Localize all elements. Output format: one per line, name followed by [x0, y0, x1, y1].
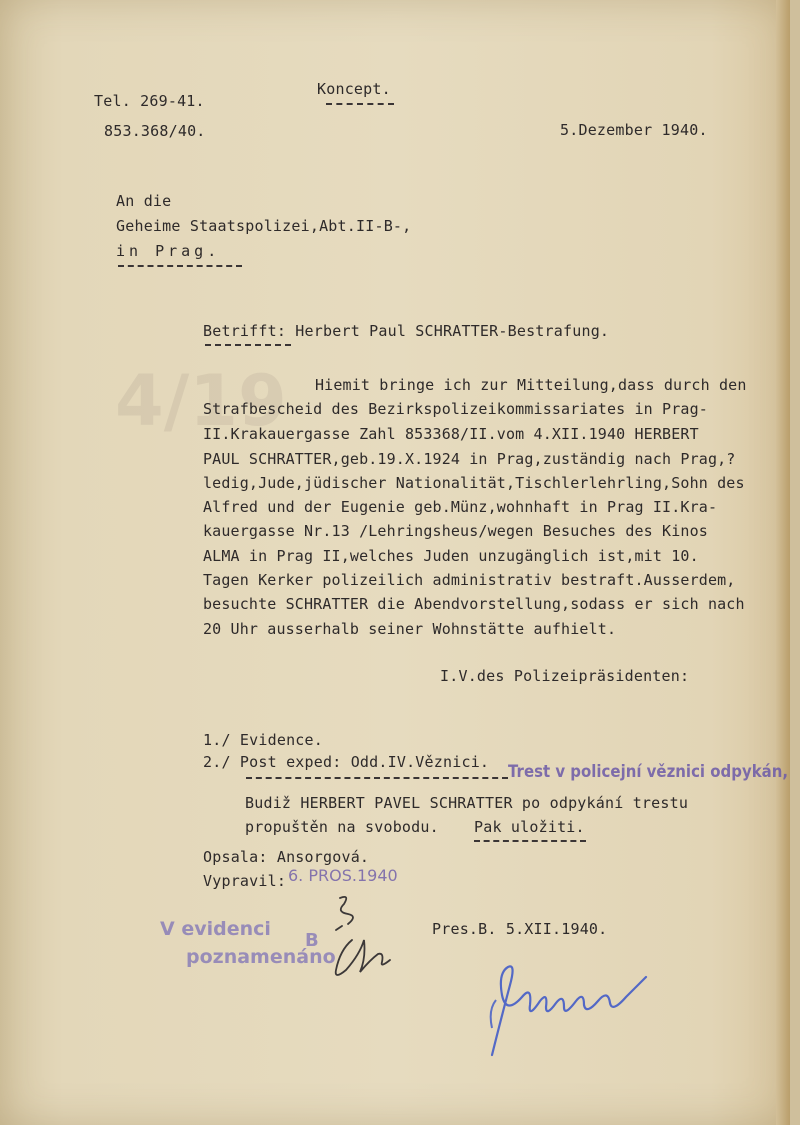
address-line-2: Geheime Staatspolizei,Abt.II-B-, [116, 217, 412, 235]
signatory-line: I.V.des Polizeipräsidenten: [440, 667, 690, 685]
evidence-stamp-b: B [305, 930, 319, 951]
evidence-stamp-line-2: poznamenáno [186, 946, 336, 968]
typist-line: Opsala: Ansorgová. [203, 848, 370, 866]
body-line: Strafbescheid des Bezirkspolizeikommissariates in Prag- [203, 400, 708, 418]
body-line: 20 Uhr ausserhalb seiner Wohnstätte aufhielt. [203, 620, 617, 638]
body-line: Tagen Kerker polizeilich administrativ bestraft.Ausserdem, [203, 571, 736, 589]
dispatched-label: Vypravil: [203, 872, 287, 890]
body-line: besuchte SCHRATTER die Abendvorstellung,sodass er sich nach [203, 595, 745, 613]
bleed-through-mark: 4/19 [115, 360, 287, 442]
address-line-1: An die [116, 192, 172, 210]
dispatch-date-stamp: 6. PROS.1940 [288, 866, 398, 885]
address-line-3: in Prag. [116, 242, 221, 260]
body-line: PAUL SCHRATTER,geb.19.X.1924 in Prag,zuständig nach Prag,? [203, 450, 736, 468]
evidence-stamp-line-1: V evidenci [160, 918, 271, 940]
subject-line: Betrifft: Herbert Paul SCHRATTER-Bestrafung. [203, 322, 610, 340]
body-line: Hiemit bringe ich zur Mitteilung,dass durch den [315, 376, 747, 394]
body-line: II.Krakauergasse Zahl 853368/II.vom 4.XII.1940 HERBERT [203, 425, 699, 443]
handwritten-signature [480, 930, 680, 1070]
served-sentence-stamp: Trest v policejní věznici odpykán, [508, 762, 789, 782]
instruction-item-2: 2./ Post exped: Odd.IV.Věznici. [203, 753, 490, 771]
paper-edge [776, 0, 790, 1125]
document-date: 5.Dezember 1940. [560, 121, 708, 139]
release-instruction-line-2b: Pak uložiti. [474, 818, 585, 836]
telephone-number: Tel. 269-41. [94, 92, 205, 110]
instruction-item-1: 1./ Evidence. [203, 731, 323, 749]
release-instruction-line-1: Budiž HERBERT PAVEL SCHRATTER po odpykání trestu [245, 794, 689, 812]
president-date-line: Pres.B. 5.XII.1940. [432, 920, 608, 938]
body-line: Alfred und der Eugenie geb.Münz,wohnhaft in Prag II.Kra- [203, 498, 718, 516]
reference-number: 853.368/40. [104, 122, 206, 140]
body-line: ledig,Jude,jüdischer Nationalität,Tischlerlehrling,Sohn des [203, 474, 745, 492]
body-line: kauergasse Nr.13 /Lehringsheus/wegen Besuches des Kinos [203, 522, 708, 540]
koncept-underline [326, 103, 394, 105]
handwritten-initials [300, 890, 410, 990]
release-instruction-line-2a: propuštěn na svobodu. [245, 818, 439, 836]
release-underline [474, 840, 586, 842]
subject-underline [205, 344, 291, 346]
instruction-underline [246, 777, 508, 779]
koncept-label: Koncept. [317, 80, 391, 98]
address-underline [118, 265, 242, 267]
body-line: ALMA in Prag II,welches Juden unzugänglich ist,mit 10. [203, 547, 699, 565]
